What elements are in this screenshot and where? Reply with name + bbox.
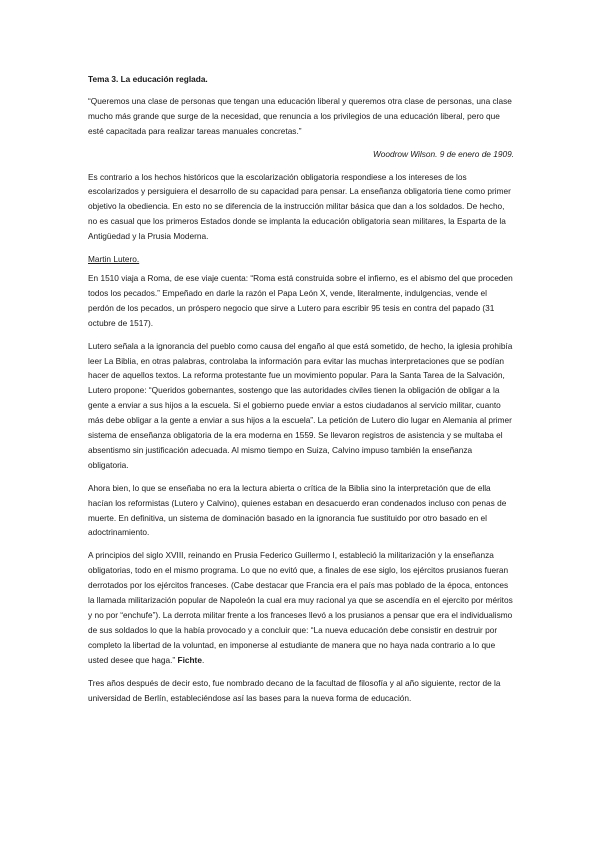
paragraph-5-end: . bbox=[201, 654, 205, 665]
paragraph-5 bbox=[88, 548, 514, 667]
paragraph-4: Ahora bien, lo que se enseñaba no era la lectura abierta o crítica de la Biblia sino la interpretación que de ella hacían los reformistas (Lutero y Calvino), quienes estaban en desacuerdo eran condenados incluso con penas de muerte. En definitiva, un sistema de dominación basado en la ignorancia fue sustituido por otro basado en el adoctrinamiento. bbox=[88, 482, 507, 538]
paragraph-3: Lutero señala a la ignorancia del pueblo como causa del engaño al que está sometido, de hecho, la iglesia prohibía leer La Biblia, en otras palabras, controlaba la información para evitar las muchas interpretaciones que se podían hacer de aquellos textos. La reforma protestante fue un movimiento popular. Para la Santa Tarea de la Salvación, Lutero propone: “Queridos gobernantes, sostengo que las autoridades civiles tienen la obligación de obligar a la gente a enviar a sus hijos a la escuela. Si el gobierno puede enviar a estos ciudadanos al servicio militar, cuanto más debe obligar a la gente a enviar a sus hijos a la escuela”. La petición de Lutero dio lugar en Alemania al primer sistema de enseñanza obligatoria de la era moderna en 1559. Se llevaron registros de asistencia y se multaba el absentismo sin justificación adecuada. Al mismo tiempo en Suiza, Calvino impuso también la enseñanza obligatoria. bbox=[88, 340, 513, 470]
section-heading-lutero: Martin Lutero. bbox=[88, 254, 140, 265]
document-title: Tema 3. La educación reglada. bbox=[88, 74, 208, 84]
paragraph-6: Tres años después de decir esto, fue nombrado decano de la facultad de filosofía y al año siguiente, rector de la universidad de Berlín, estableciéndose así las bases para la nueva forma de educación. bbox=[88, 677, 501, 703]
paragraph-5-author: Fichte bbox=[177, 654, 202, 665]
paragraph-1: Es contrario a los hechos históricos que la escolarización obligatoria respondiese a los intereses de los escolarizados y persiguiera el desarrollo de su capacidad para pensar. La enseñanza obligatoria tiene como primer objetivo la obediencia. En esto no se diferencia de la instrucción militar básica que dan a los soldados. De hecho, no es casual que los primeros Estados donde se implanta la educación obligatoria sean militares, la Esparta de la Antigüedad y la Prusia Moderna. bbox=[88, 171, 511, 242]
document-body bbox=[88, 72, 514, 713]
quote-attribution: Woodrow Wilson. 9 de enero de 1909. bbox=[372, 148, 514, 159]
paragraph-2: En 1510 viaja a Roma, de ese viaje cuenta: “Roma está construida sobre el infierno, es el abismo del que proceden todos los pecados.” Empeñado en darle la razón el Papa León X, vende, literalmente, indulgencias, vende el perdón de los pecados, un próspero negocio que sirve a Lutero para escribir 95 tesis en contra del papado (31 octubre de 1517). bbox=[88, 272, 513, 328]
opening-quote: “Queremos una clase de personas que tengan una educación liberal y queremos otra clase de personas, una clase mucho más grande que surge de la necesidad, que renuncia a los privilegios de una educación liberal, pero que esté capacitada para realizar tareas manuales concretas.” bbox=[88, 95, 512, 136]
paragraph-5-text: A principios del siglo XVIII, reinando en Prusia Federico Guillermo I, estableció la militarización y la enseñanza obligatorias, todo en el mismo programa. Lo que no evitó que, a finales de ese siglo, los ejércitos prusianos fueran derrotados por los ejércitos franceses. (Cabe destacar que Francia era el país mas poblado de la época, entonces la llamada militarización popular de Napoleón la cual era muy racional ya que se ascendía en el ejercito por méritos y no por “enchufe”). La derrota militar frente a los franceses llevó a los prusianos a pensar que era el individualismo de sus soldados lo que la había provocado y a concluir que: “La nueva educación debe consistir en destruir por completo la libertad de la voluntad, en imponerse al estudiante de manera que no haya nada contrario a lo que usted desee que haga.” bbox=[88, 550, 513, 665]
